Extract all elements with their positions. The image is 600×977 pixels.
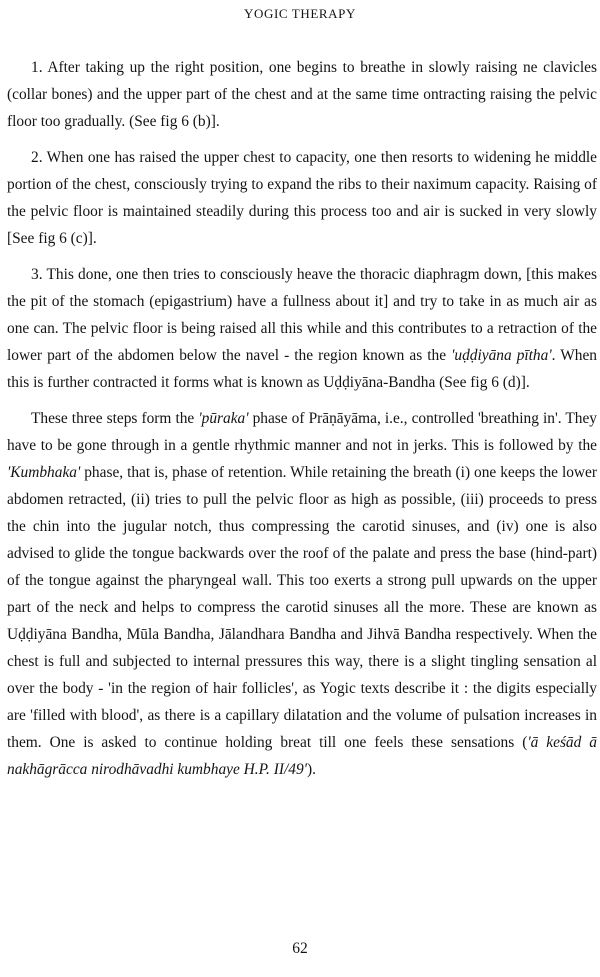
paragraph-step-1: 1. After taking up the right position, one begins to breathe in slowly raising ne clavicles (collar bones) and the upper part of the chest and at the same time ontracting raising the pelvic floor too gradually. (See fig 6 (b)]. [7,59,597,130]
term-uddiyana-pitha: 'uḍḍiyāna pītha' [451,347,552,364]
paragraph-step-3 [7,261,597,396]
running-head: YOGIC THERAPY [244,6,356,21]
body-text [7,54,597,792]
paragraph-step-3-text-b: . When this is further contracted it forms what is known as Uḍḍiyāna-Bandha (See fig 6 (d)]. [7,347,597,391]
paragraph-4-text-a: These three steps form the [31,410,199,427]
sanskrit-citation: 'ā keśād ā nakhāgrācca nirodhāvadhi kumbhaye H.P. II/49' [7,734,597,778]
paragraph-step-3-text-a: 3. This done, one then tries to consciously heave the thoracic diaphragm down, [this makes the pit of the stomach (epigastrium) have a fullness about it] and try to take in as much air as one can. The pelvic floor is being raised all this while and this contributes to a retraction of the lower part of the abdomen below the navel - the region known as the [7,266,597,364]
term-puraka: 'pūraka' [198,410,249,427]
paragraph-4-text-d: ). [306,761,316,778]
paragraph-4-text-c: phase, that is, phase of retention. While retaining the breath (i) one keeps the lower abdomen retracted, (ii) tries to pull the pelvic floor as high as possible, (iii) proceeds to press the chin into the jugular notch, thus compressing the carotid sinuses, and (iv) one is also advised to glide the tongue backwards over the roof of the palate and press the base (hind-part) of the tongue against the pharyngeal wall. This too exerts a strong pull upwards on the upper part of the neck and helps to compress the carotid sinuses all the more. These are known as Uḍḍiyāna Bandha, Mūla Bandha, Jālandhara Bandha and Jihvā Bandha respectively. When the chest is full and subjected to internal pressures this way, there is a slight tingling sensation al over the body - 'in the region of hair follicles', as Yogic texts describe it : the digits especially are 'filled with blood', as there is a capillary dilatation and the volume of pulsation increases in them. One is asked to continue holding breat till one feels these sensations ( [7,464,597,751]
term-kumbhaka: 'Kumbhaka' [7,464,81,481]
paragraph-4-text-b: phase of Prāṇāyāma, i.e., controlled 'breathing in'. They have to be gone through in a gentle rhythmic manner and not in jerks. This is followed by the [7,410,597,454]
paragraph-step-2: 2. When one has raised the upper chest to capacity, one then resorts to widening he middle portion of the chest, consciously trying to expand the ribs to their naximum capacity. Raising of the pelvic floor is maintained steadily during this process too and air is sucked in very slowly [See fig 6 (c)]. [7,149,597,247]
paragraph-puraka-kumbhaka [7,405,597,783]
page-number: 62 [292,940,308,957]
